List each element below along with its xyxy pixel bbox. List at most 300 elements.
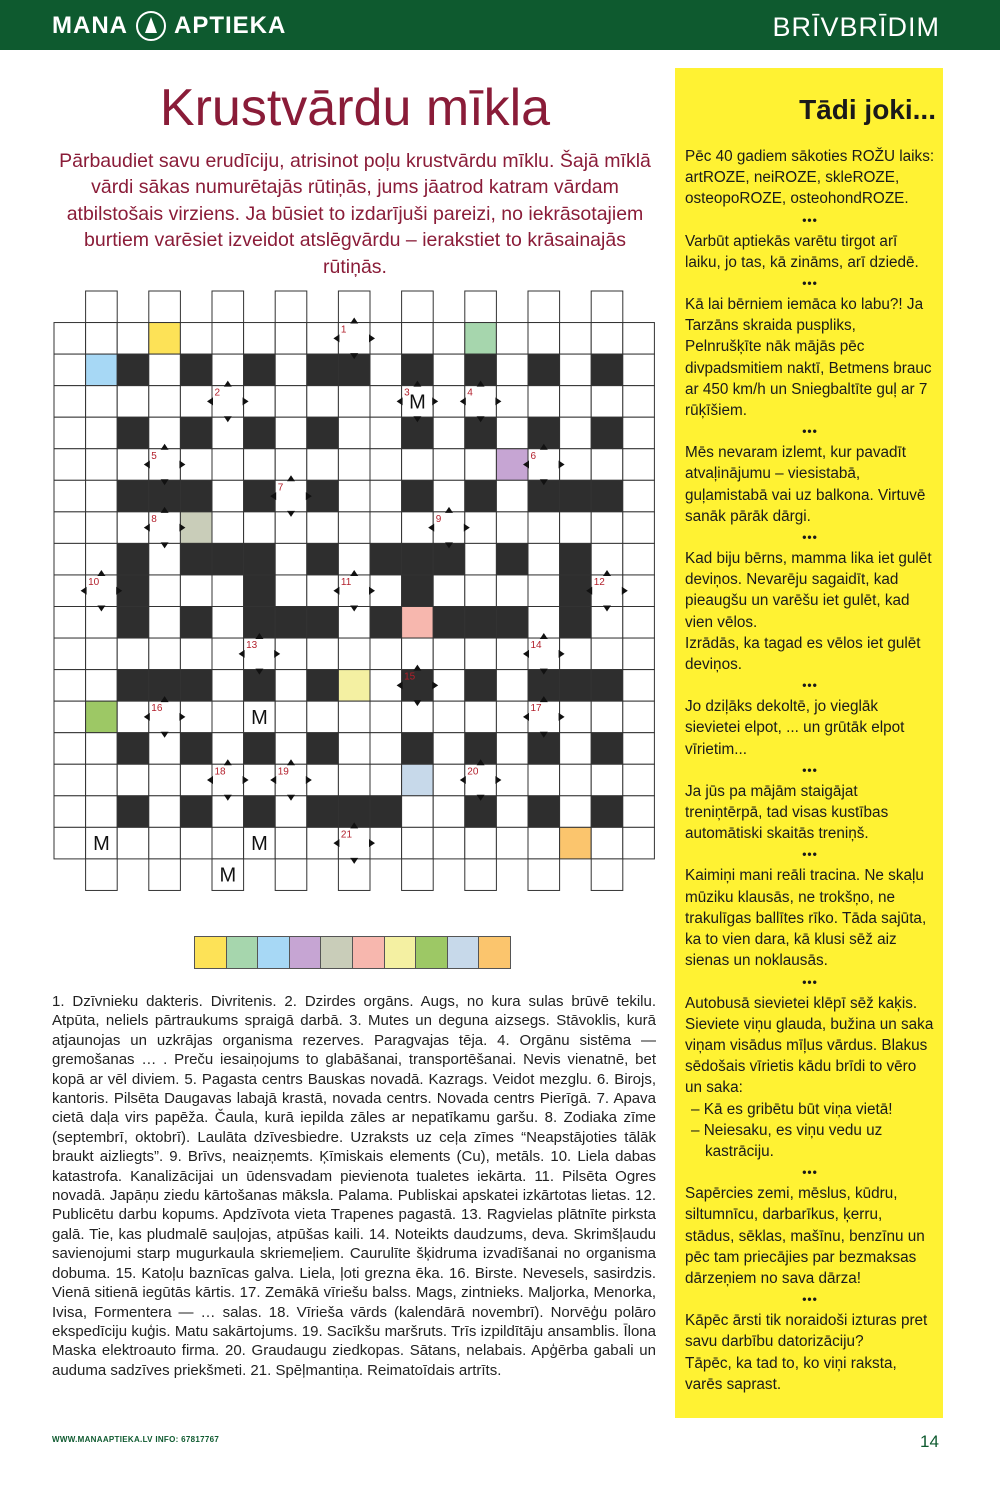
grid-cell <box>560 417 592 449</box>
joke-text: – Kā es gribētu būt viņa vietā! <box>691 1100 893 1118</box>
black-cell <box>149 670 181 702</box>
grid-cell <box>591 449 623 481</box>
clue-number: 1 <box>340 324 347 336</box>
grid-cell <box>86 607 118 639</box>
grid-cell <box>496 827 528 859</box>
grid-cell <box>623 417 655 449</box>
crossword-clues: 1. Dzīvnieku dakteris. Divritenis. 2. Dzirdes orgāns. Augs, no kura sulas brūvē tekilu. Atpūta, neliels pārtraukums spraigā darbā. 3. Mutes un deguna aizsegs. Stāvoklis, kurā atjaunojas un uzkrājas organisma rezerves. Paragvajas tēja. 4. Orgānu sistēma — gremošanas … . Preču iesaiņojums to glabāšanai, transportēšanai. Nevis vienatnē, bet kopā ar vēl diviem. 5. Pagasta centrs Bauskas novadā. Kazrags. Veidot mezglu. 6. Birojs, kantoris. Pilsēta Daugavas labajā krastā, novada centrs. Novada centrs Pierīgā. 7. Apava cietā daļa virs papēža. Čaula, kurā iepilda zāles ar nepatīkamu garšu. 8. Zodiaka zīme (septembrī, oktobrī). Laulāta dzīvesbiedre. Uzraksts uz ceļa zīmes “Neapstājoties tālāk braukt aizliegts”. 9. Brīvs, neaizņemts. Ķīmiskais elements (Cu), metāls. 10. Liela dabas katastrofa. Kanalizācijai un ūdensvadam pievienota tualetes iekārta. 11. Pilsēta Ogres novadā. Japāņu ziedu kārtošanas māksla. Palama. Publiskai apskatei izkārtotas lietas. 12. Publicētu darbu kopums. Apdzīvota vieta Trapenes pagastā. 13. Ragvielas plātnīte pirksta galā. Tie, kas pludmalē sauļojas, atpūšas kaili. 14. Noteikts daudzums, deva. Skrimšļaudu savienojumi starp mugurkaula skriemeļiem. Caurulīte šķidruma izvadīšanai no organisma dobuma. 15. Katoļu baznīcas galva. Liela, ļoti grezna ēka. 16. Birste. Nevesels, sasirdzis. Vienā sitienā iegūtās kārtis. 17. Zemākā vīriešu balss. Mags, zintnieks. Maljorka, Menorka, Ivisa, Formentera — … salas. 18. Vīrieša vārds (kalendārā novembrī). Norvēģu polāro ekspedīciju kuģis. Matu sakārtojums. 19. Sacīkšu maršruts. Trīs izpildītāju ansamblis. Īlona Maska elektroauto firma. 20. Graudaugu ziedkopas. Sātans, nelabais. Apģērba gabali un auduma sadzīves priekšmeti. 21. Spēļmantiņa. Reimatoīdais artrīts. <box>52 993 656 1379</box>
clue-number: 11 <box>340 576 352 588</box>
answer-cell[interactable] <box>478 936 511 969</box>
grid-cell <box>433 575 465 607</box>
black-cell <box>402 417 434 449</box>
clue-number: 4 <box>467 387 473 399</box>
given-letter: M <box>219 864 237 887</box>
grid-cell <box>465 543 497 575</box>
grid-cell <box>117 323 149 355</box>
grid-cell <box>307 512 339 544</box>
black-cell <box>244 796 276 828</box>
grid-cell <box>433 701 465 733</box>
grid-cell <box>244 764 276 796</box>
grid-cell <box>465 575 497 607</box>
grid-cell <box>212 417 244 449</box>
grid-cell <box>338 291 370 323</box>
black-cell <box>591 670 623 702</box>
grid-cell <box>307 386 339 418</box>
grid-cell <box>86 543 118 575</box>
grid-cell <box>338 733 370 765</box>
grid-cell <box>212 670 244 702</box>
grid-cell <box>370 449 402 481</box>
grid-cell <box>54 417 86 449</box>
grid-cell <box>54 733 86 765</box>
grid-cell <box>591 638 623 670</box>
clue-number: 5 <box>151 450 157 462</box>
grid-cell <box>623 386 655 418</box>
black-cell <box>402 733 434 765</box>
black-cell <box>402 354 434 386</box>
grid-cell <box>591 512 623 544</box>
grid-cell <box>560 764 592 796</box>
black-cell <box>244 543 276 575</box>
grid-cell <box>275 354 307 386</box>
black-cell <box>496 607 528 639</box>
black-cell <box>338 796 370 828</box>
clue-number: 9 <box>435 513 442 525</box>
black-cell <box>117 733 149 765</box>
clue-number: 12 <box>593 576 605 588</box>
joke-text: Kaimiņi mani reāli tracina. Ne skaļu mūziku klausās, ne trokšņo, ne trakulīgas ballītes rīko. Tāda sajūta, ka to vien dara, kā klusi sēž aiz sienas un noklausās. <box>685 867 927 970</box>
clue-number: 7 <box>277 482 284 494</box>
grid-cell <box>54 512 86 544</box>
grid-cell <box>117 449 149 481</box>
grid-cell <box>528 575 560 607</box>
black-cell <box>117 480 149 512</box>
joke-text: Jo dziļāks dekoltē, jo vieglāk sievietei elpot, ... un grūtāk elpot vīrietim... <box>685 698 905 758</box>
answer-cell[interactable] <box>194 936 227 969</box>
joke-separator: ••• <box>802 530 818 545</box>
grid-cell <box>117 638 149 670</box>
grid-cell <box>212 323 244 355</box>
grid-cell <box>149 417 181 449</box>
joke-text: Mēs nevaram izlemt, kur pavadīt atvaļinājumu – viesistabā, guļamistabā vai uz balkona. Virtuvē sanāk pārāk dārgi. <box>685 444 926 525</box>
answer-cell[interactable] <box>289 936 322 969</box>
grid-cell <box>338 543 370 575</box>
black-cell <box>496 543 528 575</box>
grid-cell <box>275 323 307 355</box>
black-cell <box>591 733 623 765</box>
grid-cell <box>433 512 465 544</box>
clue-number: 8 <box>151 513 157 525</box>
grid-cell <box>623 512 655 544</box>
grid-cell <box>54 480 86 512</box>
joke-text: Kad biju bērns, mamma lika iet gulēt deviņos. Nevarēju sagaidīt, kad pieaugšu un varēšu iet gulēt, kad vien vēlos. <box>685 550 932 631</box>
grid-cell <box>212 638 244 670</box>
black-cell <box>307 480 339 512</box>
black-cell <box>244 670 276 702</box>
grid-cell <box>528 764 560 796</box>
grid-cell <box>149 543 181 575</box>
grid-cell <box>54 449 86 481</box>
grid-cell <box>433 354 465 386</box>
grid-cell <box>496 354 528 386</box>
grid-cell <box>149 386 181 418</box>
grid-cell <box>623 607 655 639</box>
grid-cell <box>465 512 497 544</box>
black-cell <box>560 607 592 639</box>
grid-cell <box>496 480 528 512</box>
grid-cell <box>338 449 370 481</box>
grid-cell <box>433 796 465 828</box>
grid-cell <box>623 480 655 512</box>
black-cell <box>370 543 402 575</box>
intro-text: Pārbaudiet savu erudīciju, atrisinot poļu krustvārdu mīklu. Šajā mīklā vārdi sākas numurētajās rūtiņās, jums jāatrod katram vārdam atbilstošais virziens. Ja būsiet to izdarījuši pareizi, no iekrāsotajiem burtiem varēsiet izveidot atslēgvārdu – ierakstiet to krāsainajās rūtiņās. <box>59 150 651 278</box>
grid-cell <box>370 670 402 702</box>
grid-cell <box>149 575 181 607</box>
grid-cell <box>244 449 276 481</box>
grid-cell <box>86 827 118 859</box>
grid-cell <box>244 701 276 733</box>
grid-cell <box>86 386 118 418</box>
grid-cell <box>560 323 592 355</box>
given-letter: M <box>251 833 268 856</box>
grid-cell <box>180 827 212 859</box>
clue-number: 14 <box>530 640 542 652</box>
grid-cell <box>86 417 118 449</box>
grid-cell <box>275 859 307 891</box>
black-cell <box>307 417 339 449</box>
grid-cell <box>86 796 118 828</box>
black-cell <box>180 543 212 575</box>
black-cell <box>244 575 276 607</box>
grid-cell <box>591 386 623 418</box>
grid-cell <box>433 449 465 481</box>
black-cell <box>180 733 212 765</box>
grid-cell <box>338 512 370 544</box>
black-cell <box>528 670 560 702</box>
grid-cell <box>370 512 402 544</box>
grid-cell <box>496 575 528 607</box>
grid-cell <box>560 354 592 386</box>
brand-name-left: MANA <box>52 12 128 39</box>
grid-cell <box>275 480 307 512</box>
grid-cell <box>560 701 592 733</box>
grid-cell <box>623 733 655 765</box>
grid-cell <box>307 323 339 355</box>
clue-number: 10 <box>88 576 100 588</box>
grid-cell <box>623 323 655 355</box>
grid-cell <box>180 323 212 355</box>
black-cell <box>338 354 370 386</box>
grid-cell <box>370 733 402 765</box>
grid-cell <box>180 449 212 481</box>
black-cell <box>402 575 434 607</box>
grid-cell <box>149 796 181 828</box>
grid-cell <box>212 764 244 796</box>
grid-cell <box>402 796 434 828</box>
black-cell <box>528 796 560 828</box>
joke-text: Tāpēc, ka tad to, ko viņi raksta, varēs saprast. <box>685 1354 897 1393</box>
black-cell <box>149 480 181 512</box>
grid-cell <box>528 386 560 418</box>
grid-cell <box>149 354 181 386</box>
grid-cell <box>244 386 276 418</box>
black-cell <box>307 543 339 575</box>
grid-cell <box>560 386 592 418</box>
black-cell <box>528 480 560 512</box>
grid-cell <box>623 575 655 607</box>
grid-cell <box>212 859 244 891</box>
black-cell <box>560 480 592 512</box>
grid-cell <box>212 449 244 481</box>
grid-cell <box>496 386 528 418</box>
grid-cell <box>528 323 560 355</box>
grid-cell <box>149 512 181 544</box>
black-cell <box>402 480 434 512</box>
clue-number: 3 <box>404 387 410 399</box>
grid-cell <box>370 386 402 418</box>
grid-cell <box>149 701 181 733</box>
grid-cell <box>149 638 181 670</box>
grid-cell <box>623 449 655 481</box>
answer-cell[interactable] <box>384 936 417 969</box>
grid-cell <box>149 449 181 481</box>
grid-cell <box>86 764 118 796</box>
grid-cell <box>402 764 434 796</box>
grid-cell <box>402 607 434 639</box>
black-cell <box>465 480 497 512</box>
black-cell <box>180 796 212 828</box>
grid-cell <box>149 323 181 355</box>
black-cell <box>402 543 434 575</box>
grid-cell <box>402 638 434 670</box>
grid-cell <box>623 827 655 859</box>
jokes-list <box>685 146 935 1395</box>
grid-cell <box>54 607 86 639</box>
grid-cell <box>180 638 212 670</box>
grid-cell <box>117 764 149 796</box>
grid-cell <box>117 827 149 859</box>
pharmacy-logo-icon <box>136 11 166 41</box>
grid-cell <box>86 480 118 512</box>
joke-separator: ••• <box>802 678 818 693</box>
black-cell <box>307 354 339 386</box>
grid-cell <box>370 638 402 670</box>
black-cell <box>244 354 276 386</box>
grid-cell <box>275 796 307 828</box>
grid-cell <box>433 386 465 418</box>
grid-cell <box>180 701 212 733</box>
grid-cell <box>54 670 86 702</box>
grid-cell <box>54 764 86 796</box>
black-cell <box>591 480 623 512</box>
grid-cell <box>54 386 86 418</box>
grid-cell <box>338 638 370 670</box>
grid-cell <box>402 291 434 323</box>
grid-cell <box>433 827 465 859</box>
grid-cell <box>496 512 528 544</box>
grid-cell <box>560 449 592 481</box>
grid-cell <box>275 764 307 796</box>
brand-logo <box>52 9 286 43</box>
answer-strip <box>195 936 511 969</box>
grid-cell <box>180 764 212 796</box>
black-cell <box>591 796 623 828</box>
joke-separator: ••• <box>802 974 818 989</box>
grid-cell <box>465 764 497 796</box>
grid-cell <box>433 323 465 355</box>
grid-cell <box>54 575 86 607</box>
answer-cell[interactable] <box>352 936 385 969</box>
black-cell <box>180 607 212 639</box>
grid-cell <box>212 796 244 828</box>
grid-cell <box>433 417 465 449</box>
grid-cell <box>528 543 560 575</box>
grid-cell <box>275 417 307 449</box>
black-cell <box>275 607 307 639</box>
grid-cell <box>212 386 244 418</box>
grid-cell <box>275 512 307 544</box>
brand-name-right: APTIEKA <box>174 12 287 39</box>
black-cell <box>591 354 623 386</box>
answer-cell[interactable] <box>226 936 259 969</box>
grid-cell <box>307 638 339 670</box>
black-cell <box>465 796 497 828</box>
grid-cell <box>560 827 592 859</box>
section-title: BRĪVBRĪDIM <box>772 12 940 42</box>
grid-cell <box>402 859 434 891</box>
grid-cell <box>307 575 339 607</box>
answer-cell[interactable] <box>320 936 353 969</box>
grid-cell <box>86 638 118 670</box>
grid-cell <box>591 701 623 733</box>
grid-cell <box>54 701 86 733</box>
black-cell <box>244 733 276 765</box>
grid-cell <box>623 764 655 796</box>
grid-cell <box>212 480 244 512</box>
grid-cell <box>465 291 497 323</box>
clue-number: 15 <box>404 671 416 683</box>
grid-cell <box>338 323 370 355</box>
grid-cell <box>54 323 86 355</box>
grid-cell <box>402 449 434 481</box>
given-letter: M <box>251 706 268 729</box>
grid-cell <box>623 670 655 702</box>
grid-cell <box>180 575 212 607</box>
grid-cell <box>528 449 560 481</box>
joke-text: Kā lai bērniem iemāca ko labu?! Ja Tarzāns skraida puspliks, Pelnrušķīte nāk mājās pēc divpadsmitiem naktī, Betmens brauc ar 450 km/h un Sniegbaltīte guļ ar 7 rūķīšiem. <box>685 296 932 420</box>
grid-cell <box>591 607 623 639</box>
black-cell <box>117 607 149 639</box>
grid-cell <box>591 543 623 575</box>
grid-cell <box>591 575 623 607</box>
grid-cell <box>433 733 465 765</box>
grid-cell <box>528 701 560 733</box>
grid-cell <box>54 827 86 859</box>
grid-cell <box>370 480 402 512</box>
grid-cell <box>560 733 592 765</box>
black-cell <box>465 733 497 765</box>
joke-text: Varbūt aptiekās varētu tirgot arī laiku, jo tas, kā zināms, arī dziedē. <box>685 232 919 271</box>
answer-cell[interactable] <box>447 936 480 969</box>
grid-cell <box>149 859 181 891</box>
page-number: 14 <box>920 1432 939 1451</box>
black-cell <box>591 417 623 449</box>
grid-cell <box>496 764 528 796</box>
grid-cell <box>212 575 244 607</box>
black-cell <box>307 670 339 702</box>
grid-cell <box>180 386 212 418</box>
grid-cell <box>465 859 497 891</box>
grid-cell <box>275 449 307 481</box>
black-cell <box>180 417 212 449</box>
grid-cell <box>402 701 434 733</box>
grid-cell <box>86 859 118 891</box>
grid-cell <box>496 417 528 449</box>
black-cell <box>465 417 497 449</box>
grid-cell <box>465 638 497 670</box>
grid-cell <box>496 638 528 670</box>
grid-cell <box>307 764 339 796</box>
grid-cell <box>591 323 623 355</box>
joke-separator: ••• <box>802 847 818 862</box>
grid-cell <box>338 607 370 639</box>
grid-cell <box>402 323 434 355</box>
grid-cell <box>528 512 560 544</box>
grid-cell <box>370 827 402 859</box>
black-cell <box>117 796 149 828</box>
grid-cell <box>244 512 276 544</box>
joke-separator: ••• <box>802 1292 818 1307</box>
grid-cell <box>338 827 370 859</box>
page-header <box>0 0 1000 50</box>
clue-number: 17 <box>530 703 542 715</box>
answer-cell[interactable] <box>415 936 448 969</box>
black-cell <box>117 670 149 702</box>
given-letter: M <box>409 391 426 414</box>
grid-cell <box>244 827 276 859</box>
grid-cell <box>433 480 465 512</box>
grid-cell <box>117 386 149 418</box>
black-cell <box>180 670 212 702</box>
grid-cell <box>86 449 118 481</box>
black-cell <box>370 796 402 828</box>
grid-cell <box>212 291 244 323</box>
black-cell <box>307 607 339 639</box>
black-cell <box>117 354 149 386</box>
black-cell <box>117 575 149 607</box>
grid-cell <box>86 323 118 355</box>
black-cell <box>307 796 339 828</box>
grid-cell <box>370 323 402 355</box>
grid-cell <box>623 543 655 575</box>
grid-cell <box>54 638 86 670</box>
grid-cell <box>623 638 655 670</box>
grid-cell <box>528 607 560 639</box>
grid-cell <box>212 512 244 544</box>
grid-cell <box>338 480 370 512</box>
grid-cell <box>338 764 370 796</box>
grid-cell <box>560 638 592 670</box>
grid-cell <box>370 417 402 449</box>
answer-cell[interactable] <box>257 936 290 969</box>
page-title: Krustvārdu mīkla <box>159 79 551 137</box>
grid-cell <box>591 859 623 891</box>
grid-cell <box>591 291 623 323</box>
grid-cell <box>54 543 86 575</box>
grid-cell <box>212 701 244 733</box>
grid-cell <box>496 670 528 702</box>
grid-cell <box>465 701 497 733</box>
